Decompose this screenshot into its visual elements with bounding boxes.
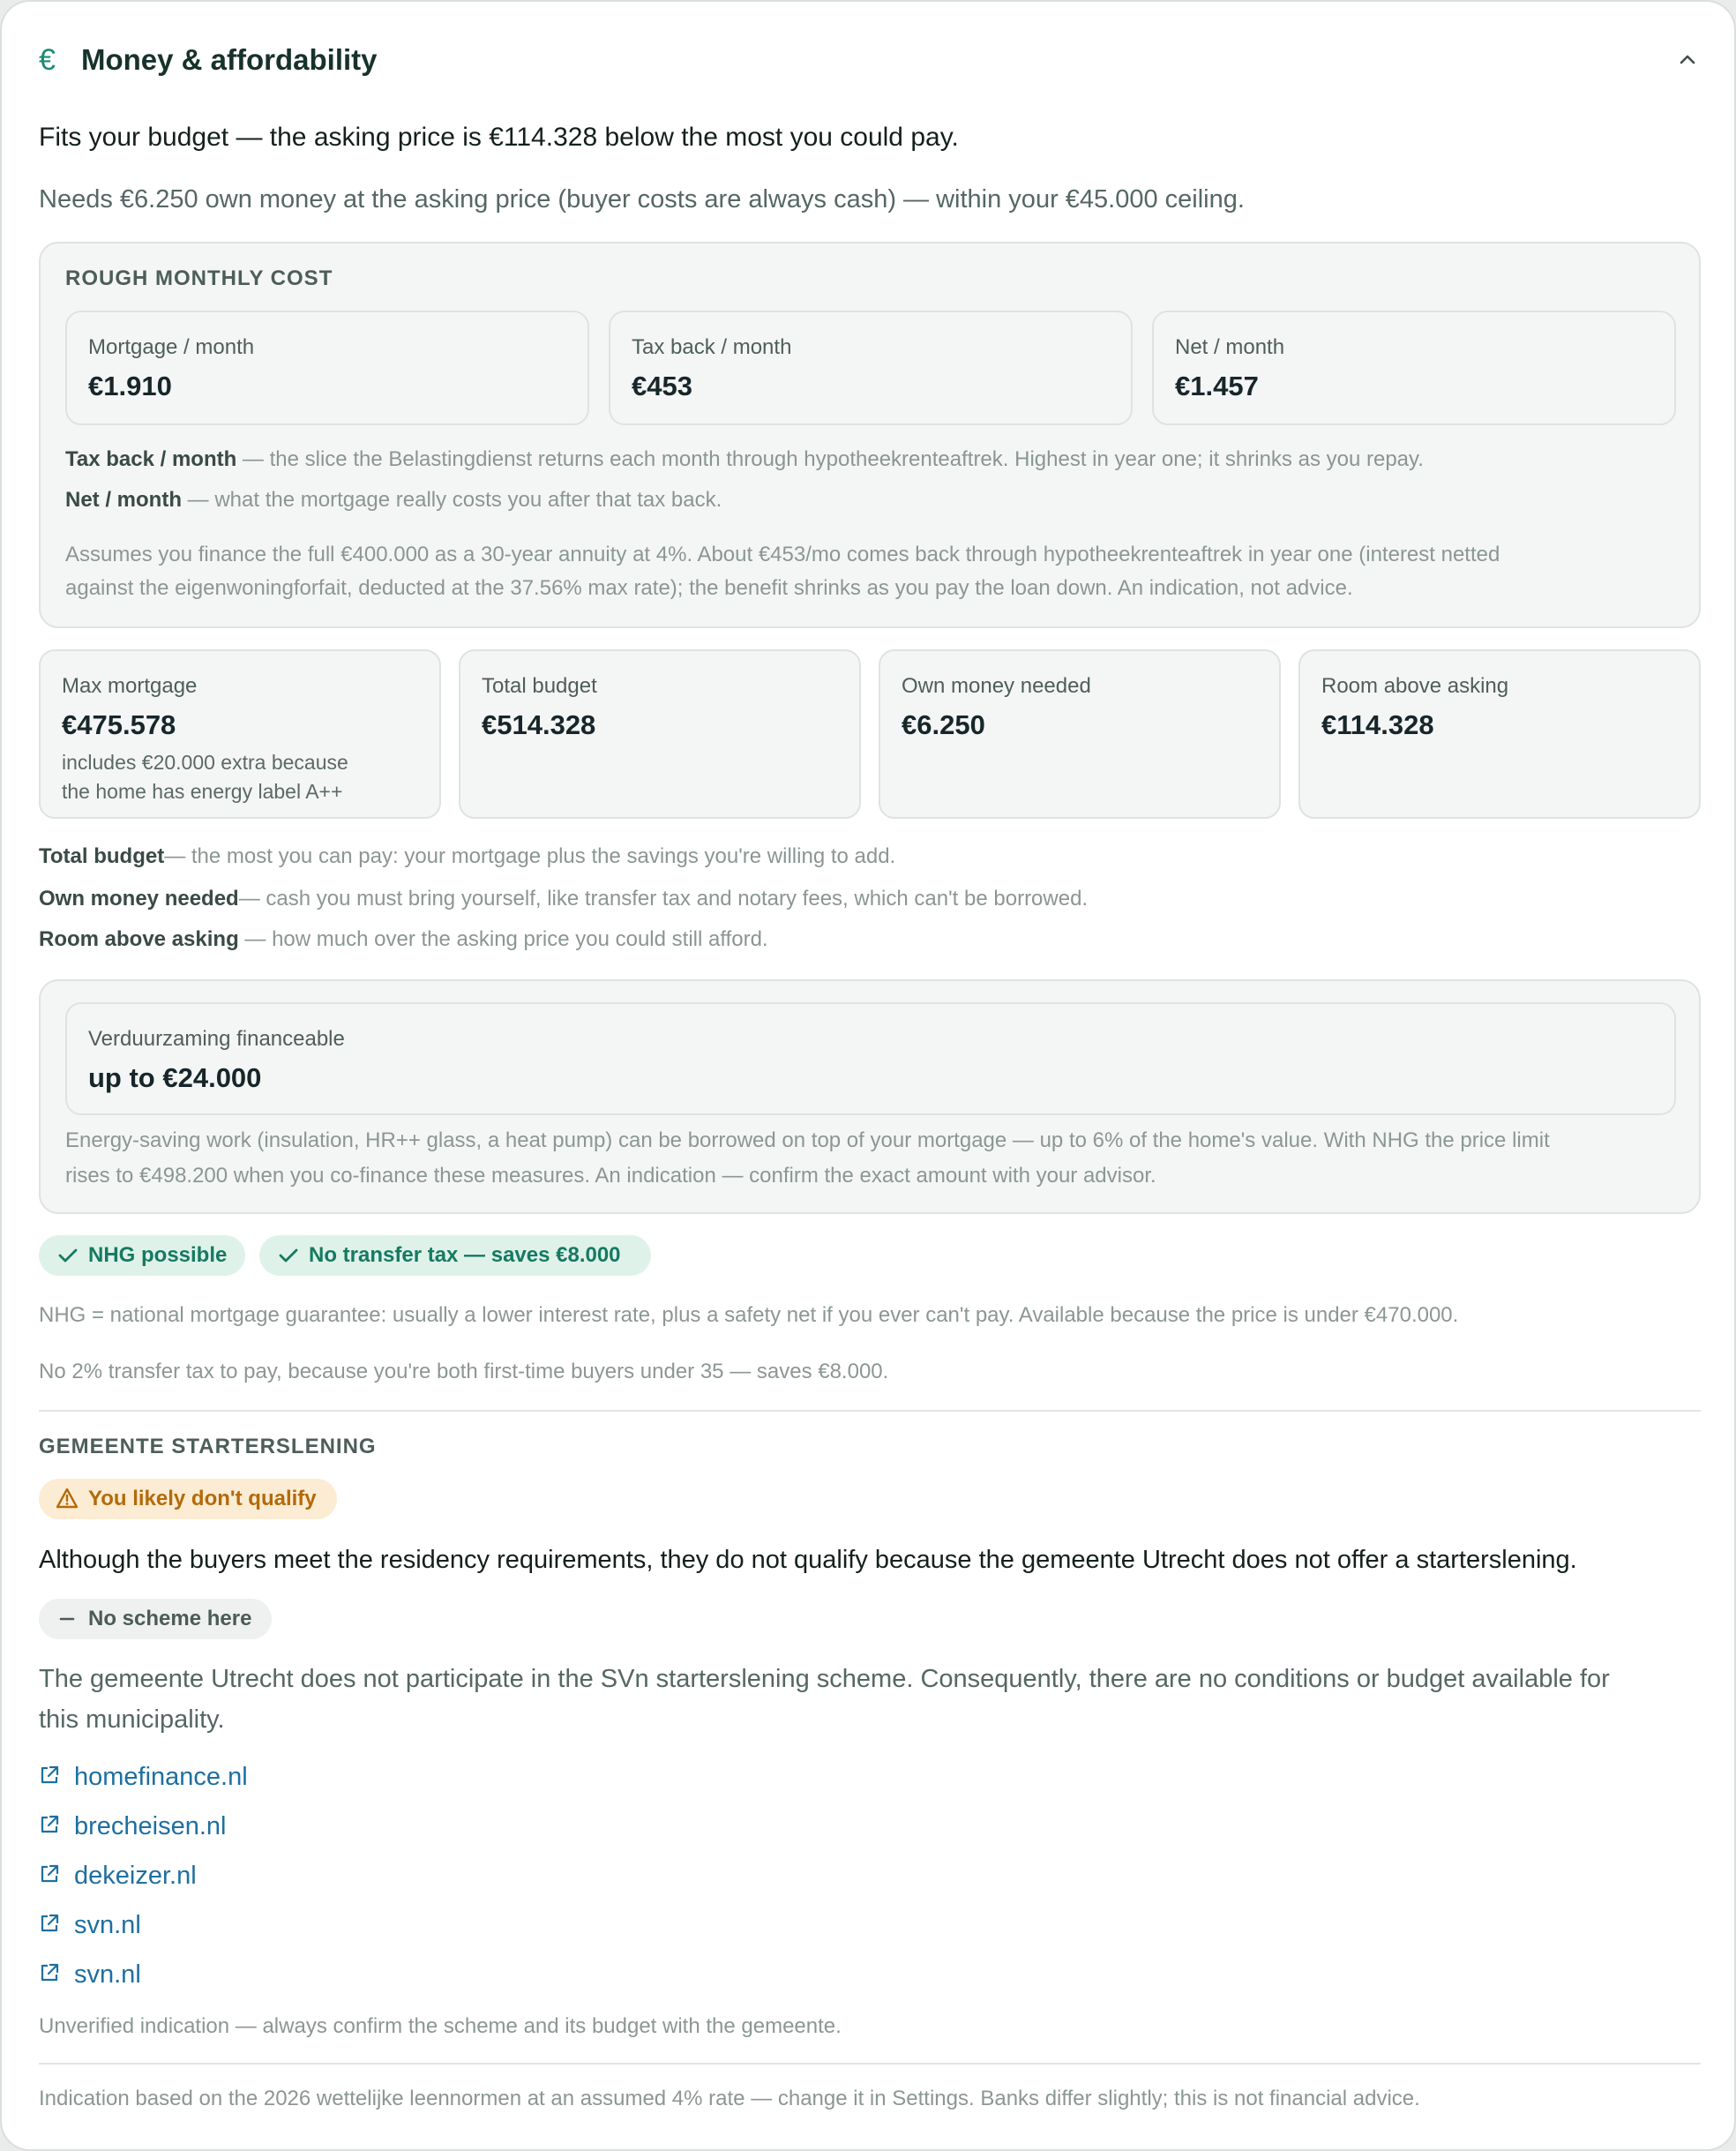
link-label: homefinance.nl bbox=[74, 1763, 248, 1791]
tile-value: €1.910 bbox=[88, 371, 172, 401]
tile-value: €114.328 bbox=[1321, 709, 1434, 740]
link-label: svn.nl bbox=[74, 1960, 141, 1989]
badge-label: No transfer tax — saves €8.000 bbox=[309, 1243, 621, 1267]
footer-note: Indication based on the 2026 wettelijke leennormen at an assumed 4% rate — change it in Settings. Banks differ slightly; this is not financial advice. bbox=[39, 2087, 1420, 2110]
no-transfer-tax-badge bbox=[259, 1235, 651, 1276]
definition-term: Tax back / month bbox=[65, 447, 237, 471]
badge-label: No scheme here bbox=[88, 1607, 252, 1630]
total-budget-tile bbox=[459, 649, 861, 819]
budget-verdict: Fits your budget — the asking price is €114.328 below the most you could pay. bbox=[39, 123, 959, 152]
tax-back-definition bbox=[65, 445, 1424, 475]
external-link-icon bbox=[39, 1913, 60, 1934]
tile-label: Total budget bbox=[482, 674, 597, 698]
mortgage-month-tile bbox=[65, 311, 589, 425]
tile-label: Max mortgage bbox=[62, 674, 198, 698]
room-above-asking-definition bbox=[39, 925, 768, 955]
explanation-line: this municipality. bbox=[39, 1705, 225, 1734]
euro-icon: € bbox=[39, 43, 56, 77]
nhg-note: NHG = national mortgage guarantee: usually a lower interest rate, plus a safety net if you ever can't pay. Available because the price is under €470.000. bbox=[39, 1303, 1459, 1327]
definition-term: Net / month bbox=[65, 488, 182, 512]
monthly-assumption-line-2: against the eigenwoningforfait, deducted at the 37.56% max rate); the benefit shrinks as you pay the loan down. An indication, not advice. bbox=[65, 576, 1353, 600]
starterslening-disclaimer: Unverified indication — always confirm the scheme and its budget with the gemeente. bbox=[39, 2014, 842, 2038]
external-link-icon bbox=[39, 1962, 60, 1983]
link-label: svn.nl bbox=[74, 1911, 141, 1939]
external-link-icon bbox=[39, 1765, 60, 1786]
definition-term: Room above asking bbox=[39, 927, 239, 951]
qualification-status-badge bbox=[39, 1479, 337, 1519]
link-label: dekeizer.nl bbox=[74, 1862, 197, 1890]
starterslening-label: GEMEENTE STARTERSLENING bbox=[39, 1435, 377, 1458]
tile-value: €6.250 bbox=[902, 709, 985, 740]
tile-label: Tax back / month bbox=[632, 335, 792, 359]
energy-label-note bbox=[62, 748, 432, 806]
verduurzaming-note-line-1: Energy-saving work (insulation, HR++ glass, a heat pump) can be borrowed on top of your mortgage — up to 6% of the home's value. With NHG the price limit bbox=[65, 1128, 1550, 1152]
monthly-cost-panel bbox=[39, 242, 1701, 628]
link-label: brecheisen.nl bbox=[74, 1812, 227, 1840]
nhg-possible-badge bbox=[39, 1235, 245, 1276]
check-icon bbox=[58, 1235, 78, 1276]
net-month-definition bbox=[65, 485, 722, 515]
scheme-explanation bbox=[39, 1659, 1610, 1740]
tile-label: Mortgage / month bbox=[88, 335, 255, 359]
starterslening-statement: Although the buyers meet the residency requirements, they do not qualify because the gemeente Utrecht does not offer a starterslening. bbox=[39, 1546, 1577, 1574]
net-month-tile bbox=[1152, 311, 1676, 425]
tile-value: €453 bbox=[632, 371, 692, 401]
tile-label: Room above asking bbox=[1321, 674, 1509, 698]
section-title: Money & affordability bbox=[81, 43, 378, 76]
total-budget-definition bbox=[39, 842, 895, 872]
transfer-tax-note: No 2% transfer tax to pay, because you're both first-time buyers under 35 — saves €8.000. bbox=[39, 1360, 889, 1383]
tile-value: €475.578 bbox=[62, 709, 176, 740]
warning-icon bbox=[56, 1479, 78, 1519]
check-icon bbox=[279, 1235, 298, 1276]
monthly-cost-label: ROUGH MONTHLY COST bbox=[65, 266, 333, 290]
divider bbox=[39, 2063, 1701, 2065]
note-line: the home has energy label A++ bbox=[62, 780, 343, 803]
tile-label: Net / month bbox=[1175, 335, 1285, 359]
definition-text: — what the mortgage really costs you after that tax back. bbox=[182, 488, 722, 512]
own-money-summary: Needs €6.250 own money at the asking price (buyer costs are always cash) — within your €45.000 ceiling. bbox=[39, 185, 1245, 214]
tile-value: €1.457 bbox=[1175, 371, 1259, 401]
monthly-assumption-line-1: Assumes you finance the full €400.000 as a 30-year annuity at 4%. About €453/mo comes back through hypotheekrenteaftrek in year one (interest netted bbox=[65, 543, 1500, 566]
section-header[interactable] bbox=[39, 41, 1701, 81]
divider bbox=[39, 1410, 1701, 1412]
own-money-needed-tile bbox=[879, 649, 1281, 819]
scheme-status-badge bbox=[39, 1599, 272, 1639]
max-mortgage-tile bbox=[39, 649, 441, 819]
definition-text: — cash you must bring yourself, like transfer tax and notary fees, which can't be borrowed. bbox=[238, 887, 1089, 911]
definition-text: — how much over the asking price you could still afford. bbox=[238, 927, 768, 951]
chevron-up-icon[interactable] bbox=[1674, 46, 1701, 72]
external-link-icon bbox=[39, 1814, 60, 1835]
definition-term: Total budget bbox=[39, 844, 165, 868]
definition-term: Own money needed bbox=[39, 887, 239, 911]
definition-text: — the slice the Belastingdienst returns each month through hypotheekrenteaftrek. Highest in year one; it shrinks as you repay. bbox=[236, 447, 1424, 471]
tile-label: Verduurzaming financeable bbox=[88, 1027, 345, 1051]
tile-value: €514.328 bbox=[482, 709, 596, 740]
definition-text: — the most you can pay: your mortgage plus the savings you're willing to add. bbox=[164, 844, 896, 868]
room-above-asking-tile bbox=[1298, 649, 1701, 819]
badge-label: NHG possible bbox=[88, 1243, 228, 1267]
explanation-line: The gemeente Utrecht does not participate in the SVn starterslening scheme. Consequently, there are no conditions or budget available for bbox=[39, 1665, 1610, 1693]
external-link-icon bbox=[39, 1863, 60, 1885]
badge-label: You likely don't qualify bbox=[88, 1487, 317, 1510]
tile-value: up to €24.000 bbox=[88, 1062, 262, 1093]
verduurzaming-panel bbox=[39, 979, 1701, 1214]
verduurzaming-note-line-2: rises to €498.200 when you co-finance these measures. An indication — confirm the exact amount with your advisor. bbox=[65, 1164, 1156, 1188]
tax-back-month-tile bbox=[609, 311, 1133, 425]
verduurzaming-tile bbox=[65, 1002, 1676, 1115]
note-line: includes €20.000 extra because bbox=[62, 751, 348, 774]
minus-icon bbox=[58, 1599, 76, 1639]
own-money-definition bbox=[39, 884, 1088, 914]
tile-label: Own money needed bbox=[902, 674, 1091, 698]
